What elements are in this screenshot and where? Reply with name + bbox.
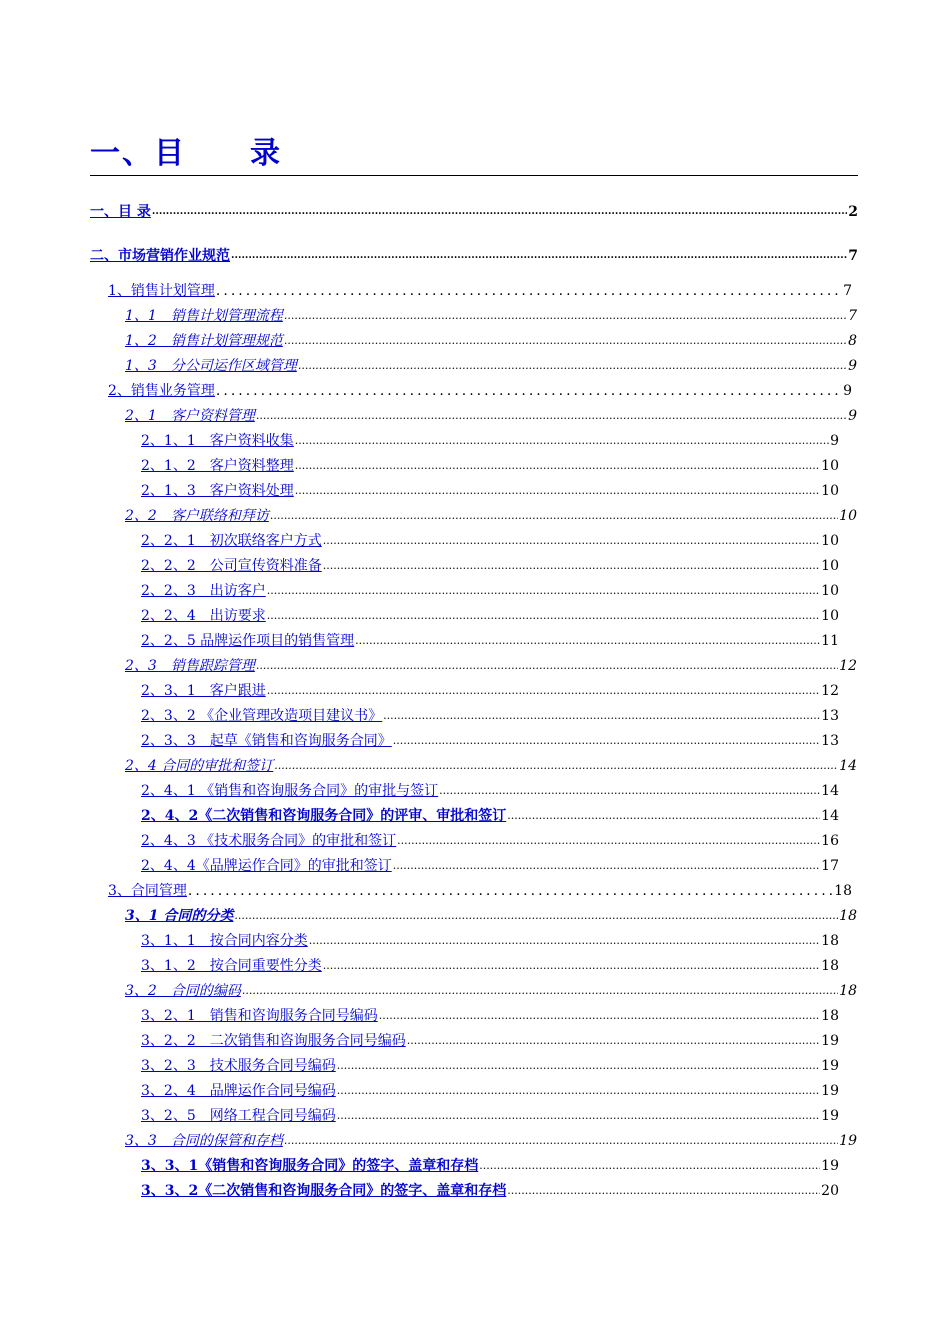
toc-entry — [90, 1050, 858, 1074]
toc-leader-dots — [267, 682, 820, 699]
toc-entry — [90, 850, 858, 874]
toc-leader-dots — [216, 283, 842, 299]
toc-entry-link[interactable]: 2、2、4 出访要求 — [141, 608, 266, 624]
toc-page-number: 19 — [839, 1133, 857, 1149]
toc-leader-dots — [284, 332, 847, 349]
toc-leader-dots — [337, 1107, 820, 1124]
toc-page-number: 19 — [821, 1058, 839, 1074]
toc-leader-dots — [355, 632, 820, 649]
toc-page-number: 10 — [821, 558, 839, 574]
toc-page-number: 19 — [821, 1083, 839, 1099]
toc-entry-link[interactable]: 2、3、2 《企业管理改造项目建议书》 — [141, 708, 383, 724]
toc-entry-link[interactable]: 3、3 合同的保管和存档 — [125, 1133, 283, 1149]
toc-leader-dots — [242, 982, 838, 999]
toc-page-number: 16 — [821, 833, 839, 849]
toc-entry-link[interactable]: 2、4、3 《技术服务合同》的审批和签订 — [141, 833, 397, 849]
toc-leader-dots — [256, 657, 838, 674]
toc-leader-dots — [298, 357, 847, 374]
toc-leader-dots — [507, 1182, 820, 1199]
toc-entry-link[interactable]: 2、2 客户联络和拜访 — [125, 508, 269, 524]
toc-leader-dots — [337, 1057, 820, 1074]
toc-leader-dots — [231, 246, 847, 264]
toc-page-number: 9 — [848, 358, 857, 374]
toc-entry — [90, 450, 858, 474]
toc-entry — [90, 975, 858, 999]
toc-entry — [90, 1125, 858, 1149]
toc-page-number: 14 — [821, 808, 839, 824]
toc-leader-dots — [323, 532, 820, 549]
toc-entry-link[interactable]: 3、3、1《销售和咨询服务合同》的签字、盖章和存档 — [141, 1158, 479, 1174]
toc-entry — [90, 375, 858, 399]
toc-entry — [90, 625, 858, 649]
toc-leader-dots — [216, 383, 842, 399]
toc-entry — [90, 1175, 858, 1199]
toc-leader-dots — [234, 907, 838, 924]
toc-entry-link[interactable]: 2、1、2 客户资料整理 — [141, 458, 294, 474]
toc-leader-dots — [507, 807, 820, 824]
toc-entry-link[interactable]: 1、1 销售计划管理流程 — [125, 308, 283, 324]
toc-page-number: 7 — [843, 283, 852, 299]
toc-leader-dots — [397, 832, 820, 849]
toc-entry — [90, 775, 858, 799]
toc-entry-link[interactable]: 3、1 合同的分类 — [125, 908, 234, 924]
toc-entry — [90, 600, 858, 624]
toc-page-number: 14 — [821, 783, 839, 799]
toc-entry-link[interactable]: 1、2 销售计划管理规范 — [125, 333, 283, 349]
toc-leader-dots — [323, 557, 820, 574]
toc-entry — [90, 525, 858, 549]
toc-entry — [90, 950, 858, 974]
toc-page-number: 7 — [848, 308, 857, 324]
toc-leader-dots — [383, 707, 820, 724]
toc-entry-link[interactable]: 3、3、2《二次销售和咨询服务合同》的签字、盖章和存档 — [141, 1183, 507, 1199]
toc-leader-dots — [309, 932, 820, 949]
toc-entry-link[interactable]: 2、1、3 客户资料处理 — [141, 483, 294, 499]
toc-leader-dots — [270, 507, 838, 524]
toc-entry-link[interactable]: 3、2、4 品牌运作合同号编码 — [141, 1083, 336, 1099]
toc-leader-dots — [256, 407, 847, 424]
toc-leader-dots — [295, 432, 829, 449]
toc-entry — [90, 650, 858, 674]
toc-page-number: 19 — [821, 1158, 839, 1174]
toc-page-number: 8 — [848, 333, 857, 349]
toc-page-number: 20 — [821, 1183, 839, 1199]
toc-page-number: 18 — [821, 958, 839, 974]
toc-entry — [90, 325, 858, 349]
toc-entry-link[interactable]: 2、2、2 公司宣传资料准备 — [141, 558, 322, 574]
toc-entry — [90, 1100, 858, 1124]
toc-page-number: 18 — [834, 883, 852, 899]
toc-leader-dots — [337, 1082, 820, 1099]
toc-leader-dots — [284, 1132, 838, 1149]
toc-entry — [90, 900, 858, 924]
toc-leader-dots — [393, 732, 820, 749]
toc-page-number: 2 — [848, 204, 858, 220]
toc-entry-link[interactable]: 3、合同管理 — [108, 883, 187, 899]
toc-entry — [90, 196, 858, 220]
toc-page-number: 12 — [839, 658, 857, 674]
toc-page-number: 12 — [821, 683, 839, 699]
toc-page-number: 10 — [821, 608, 839, 624]
toc-page-number: 9 — [848, 408, 857, 424]
toc-entry-link[interactable]: 2、4、2《二次销售和咨询服务合同》的评审、审批和签订 — [141, 808, 507, 824]
toc-entry — [90, 275, 858, 299]
toc-leader-dots — [284, 307, 847, 324]
toc-entry — [90, 875, 858, 899]
toc-page-number: 11 — [821, 633, 839, 649]
toc-entry — [90, 800, 858, 824]
toc-entry-link[interactable]: 3、2、3 技术服务合同号编码 — [141, 1058, 336, 1074]
page-title: 一、目 录 — [90, 136, 282, 171]
toc-leader-dots — [295, 457, 820, 474]
toc-entry-link[interactable]: 2、3、1 客户跟进 — [141, 683, 266, 699]
toc-leader-dots — [439, 782, 820, 799]
toc-entry — [90, 350, 858, 374]
toc-entry — [90, 550, 858, 574]
toc-leader-dots — [407, 1032, 820, 1049]
toc-entry-link[interactable]: 2、销售业务管理 — [108, 383, 215, 399]
toc-entry-link[interactable]: 3、2、5 网络工程合同号编码 — [141, 1108, 336, 1124]
toc-entry-link[interactable]: 3、1、1 按合同内容分类 — [141, 933, 308, 949]
toc-page-number: 9 — [843, 383, 852, 399]
toc-entry-link[interactable]: 2、2、3 出访客户 — [141, 583, 266, 599]
toc-entry — [90, 1000, 858, 1024]
toc-page-number: 14 — [839, 758, 857, 774]
toc-entry — [90, 675, 858, 699]
toc-entry — [90, 475, 858, 499]
toc-page-number: 10 — [821, 458, 839, 474]
toc-page-number: 19 — [821, 1033, 839, 1049]
toc-entry-link[interactable]: 3、2 合同的编码 — [125, 983, 241, 999]
toc-entry-link[interactable]: 1、销售计划管理 — [108, 283, 215, 299]
toc-entry-link[interactable]: 2、1 客户资料管理 — [125, 408, 255, 424]
toc-entry-link[interactable]: 一、目 录 — [90, 204, 151, 220]
toc-entry-link[interactable]: 2、1、1 客户资料收集 — [141, 433, 294, 449]
toc-leader-dots — [295, 482, 820, 499]
toc-page-number: 18 — [821, 1008, 839, 1024]
toc-entry — [90, 300, 858, 324]
toc-entry — [90, 825, 858, 849]
toc-leader-dots — [274, 757, 838, 774]
toc-entry-link[interactable]: 3、2、2 二次销售和咨询服务合同号编码 — [141, 1033, 406, 1049]
toc-entry-link[interactable]: 3、2、1 销售和咨询服务合同号编码 — [141, 1008, 378, 1024]
toc-leader-dots — [379, 1007, 820, 1024]
toc-page-number: 18 — [821, 933, 839, 949]
toc-page-number: 19 — [821, 1108, 839, 1124]
toc-entry — [90, 1075, 858, 1099]
toc-entry — [90, 1025, 858, 1049]
toc-entry — [90, 700, 858, 724]
toc-entry — [90, 500, 858, 524]
title-divider — [90, 175, 858, 176]
toc-entry — [90, 725, 858, 749]
toc-page-number: 13 — [821, 708, 839, 724]
toc-leader-dots — [323, 957, 820, 974]
toc-entry — [90, 1150, 858, 1174]
toc-entry-link[interactable]: 3、1、2 按合同重要性分类 — [141, 958, 322, 974]
toc-leader-dots — [188, 883, 833, 899]
toc-entry-link[interactable]: 1、3 分公司运作区域管理 — [125, 358, 297, 374]
toc-entry-link[interactable]: 二、市场营销作业规范 — [90, 248, 230, 264]
toc-leader-dots — [267, 582, 820, 599]
toc-page-number: 10 — [821, 483, 839, 499]
toc-leader-dots — [479, 1157, 820, 1174]
toc-entry — [90, 425, 858, 449]
toc-page-number: 18 — [839, 983, 857, 999]
toc-entry — [90, 925, 858, 949]
toc-entry — [90, 750, 858, 774]
toc-entry-link[interactable]: 2、2、5 品牌运作项目的销售管理 — [141, 633, 355, 649]
toc-entry-link[interactable]: 2、4、1 《销售和咨询服务合同》的审批与签订 — [141, 783, 439, 799]
toc-entry-link[interactable]: 2、3 销售跟踪管理 — [125, 658, 255, 674]
toc-page-number: 7 — [848, 248, 858, 264]
toc-leader-dots — [152, 202, 847, 220]
toc-page-number: 10 — [839, 508, 857, 524]
toc-page-number: 10 — [821, 533, 839, 549]
toc-entry-link[interactable]: 2、2、1 初次联络客户方式 — [141, 533, 322, 549]
toc-page-number: 18 — [839, 908, 857, 924]
toc-entry — [90, 400, 858, 424]
toc-page-number: 13 — [821, 733, 839, 749]
toc-page-number: 10 — [821, 583, 839, 599]
toc-leader-dots — [393, 857, 820, 874]
toc-page-number: 9 — [830, 433, 839, 449]
toc-entry-link[interactable]: 2、3、3 起草《销售和咨询服务合同》 — [141, 733, 392, 749]
toc-entry — [90, 240, 858, 264]
toc-page-number: 17 — [821, 858, 839, 874]
toc-entry-link[interactable]: 2、4 合同的审批和签订 — [125, 758, 274, 774]
toc-entry — [90, 575, 858, 599]
toc-leader-dots — [267, 607, 820, 624]
toc-entry-link[interactable]: 2、4、4《品牌运作合同》的审批和签订 — [141, 858, 392, 874]
